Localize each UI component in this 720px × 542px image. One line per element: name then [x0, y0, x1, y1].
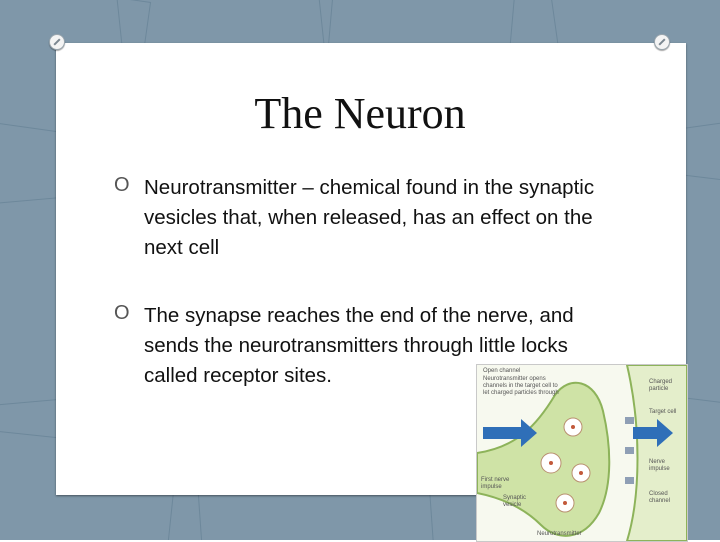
receptor-channel	[625, 447, 634, 454]
pin-top-right-icon	[654, 34, 670, 50]
label-neurotransmitter: Neurotransmitter	[537, 531, 582, 537]
receptor-channel	[625, 417, 634, 424]
label-target-cell: Target cell	[649, 409, 677, 415]
label-first-nerve-impulse: First nerve impulse	[481, 477, 510, 490]
label-charged-particle: Charged particle	[649, 379, 673, 392]
receptor-channel	[625, 477, 634, 484]
bullet-text: The synapse reaches the end of the nerve, and sends the neurotransmitters through little locks called receptor sites.	[144, 304, 574, 387]
label-neurotransmitter-note: Neurotransmitter opens channels in the target cell to let charged particles through	[483, 376, 559, 396]
pin-top-left-icon	[49, 34, 65, 50]
bullet-marker: O	[114, 174, 130, 196]
label-nerve-impulse: Nerve impulse	[649, 459, 670, 472]
bullet-marker: O	[114, 302, 130, 324]
bullet-text: Neurotransmitter – chemical found in the synaptic vesicles that, when released, has an effect on the next cell	[144, 176, 595, 259]
label-closed-channel: Closed channel	[649, 491, 671, 504]
synapse-diagram	[476, 364, 688, 542]
label-open-channel: Open channel	[483, 368, 521, 374]
label-synaptic-vesicle: Synaptic vesicle	[503, 495, 527, 508]
slide-title: The Neuron	[254, 89, 466, 138]
